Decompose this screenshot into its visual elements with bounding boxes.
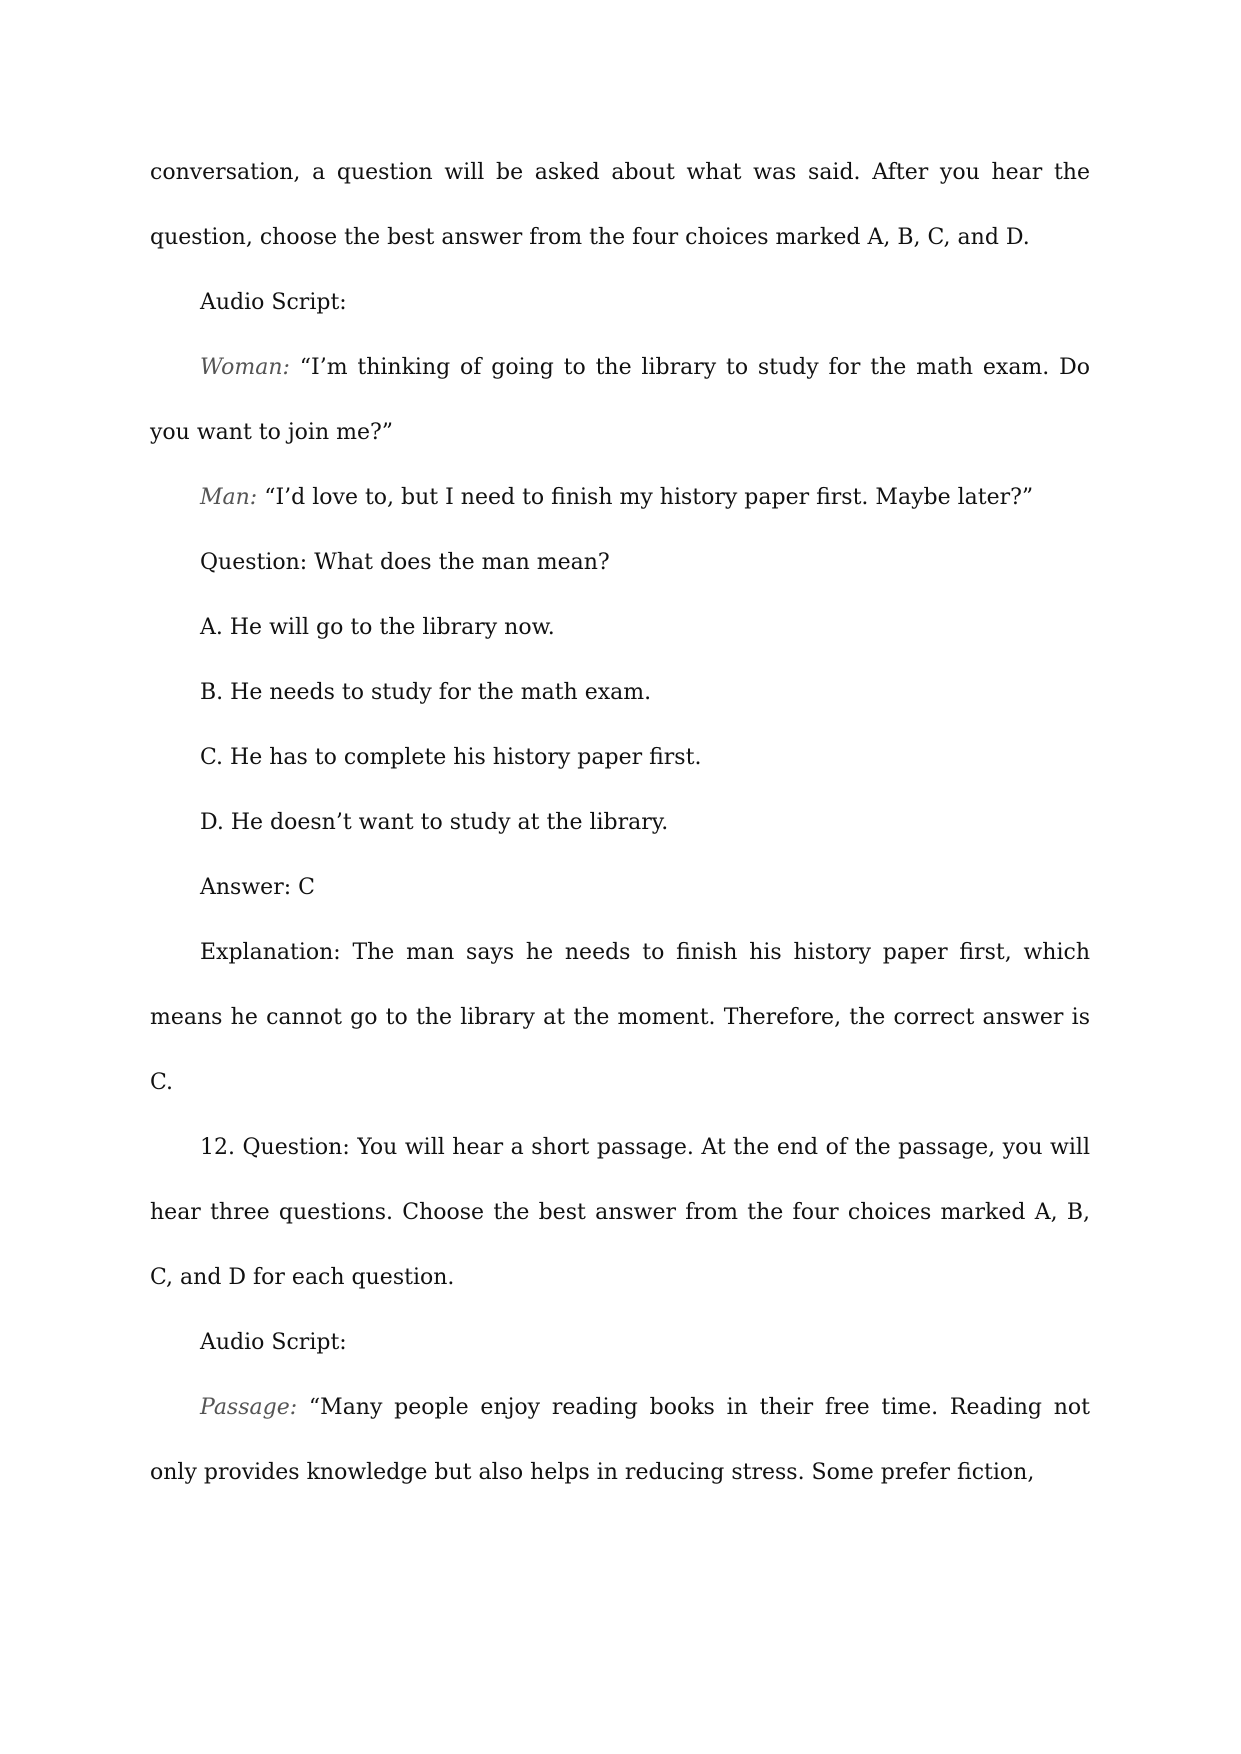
passage-line: “Many people enjoy reading books in their free time. Reading not only provides knowledge but also helps in reducing stress. Some prefer fiction, xyxy=(150,1395,1090,1485)
intro-paragraph: conversation, a question will be asked about what was said. After you hear the question, choose the best answer from the four choices marked A, B, C, and D. xyxy=(150,160,1090,250)
answer-text: Answer: C xyxy=(200,875,315,900)
question-text: Question: What does the man mean? xyxy=(200,550,610,575)
question-12: 12. Question: You will hear a short passage. At the end of the passage, you will hear three questions. Choose the best answer from the four choices marked A, B, C, and D for each question. xyxy=(150,1135,1090,1290)
woman-dialogue xyxy=(150,335,1090,465)
audio-script-label: Audio Script: xyxy=(200,290,347,315)
passage-paragraph xyxy=(150,1375,1090,1505)
speaker-woman: Woman: xyxy=(200,355,290,380)
explanation-text: Explanation: The man says he needs to finish his history paper first, which means he cannot go to the library at the moment. Therefore, the correct answer is C. xyxy=(150,940,1090,1095)
option-d: D. He doesn’t want to study at the library. xyxy=(200,810,669,835)
speaker-man: Man: xyxy=(200,485,258,510)
man-line: “I’d love to, but I need to finish my history paper first. Maybe later?” xyxy=(264,485,1034,510)
option-c: C. He has to complete his history paper first. xyxy=(200,745,702,770)
document-page xyxy=(150,140,1090,1505)
audio-script-label-12: Audio Script: xyxy=(200,1330,347,1355)
option-b: B. He needs to study for the math exam. xyxy=(200,680,652,705)
man-dialogue xyxy=(150,465,1090,530)
speaker-passage: Passage: xyxy=(200,1395,298,1420)
option-a: A. He will go to the library now. xyxy=(200,615,555,640)
woman-line: “I’m thinking of going to the library to study for the math exam. Do you want to join me?” xyxy=(150,355,1090,445)
